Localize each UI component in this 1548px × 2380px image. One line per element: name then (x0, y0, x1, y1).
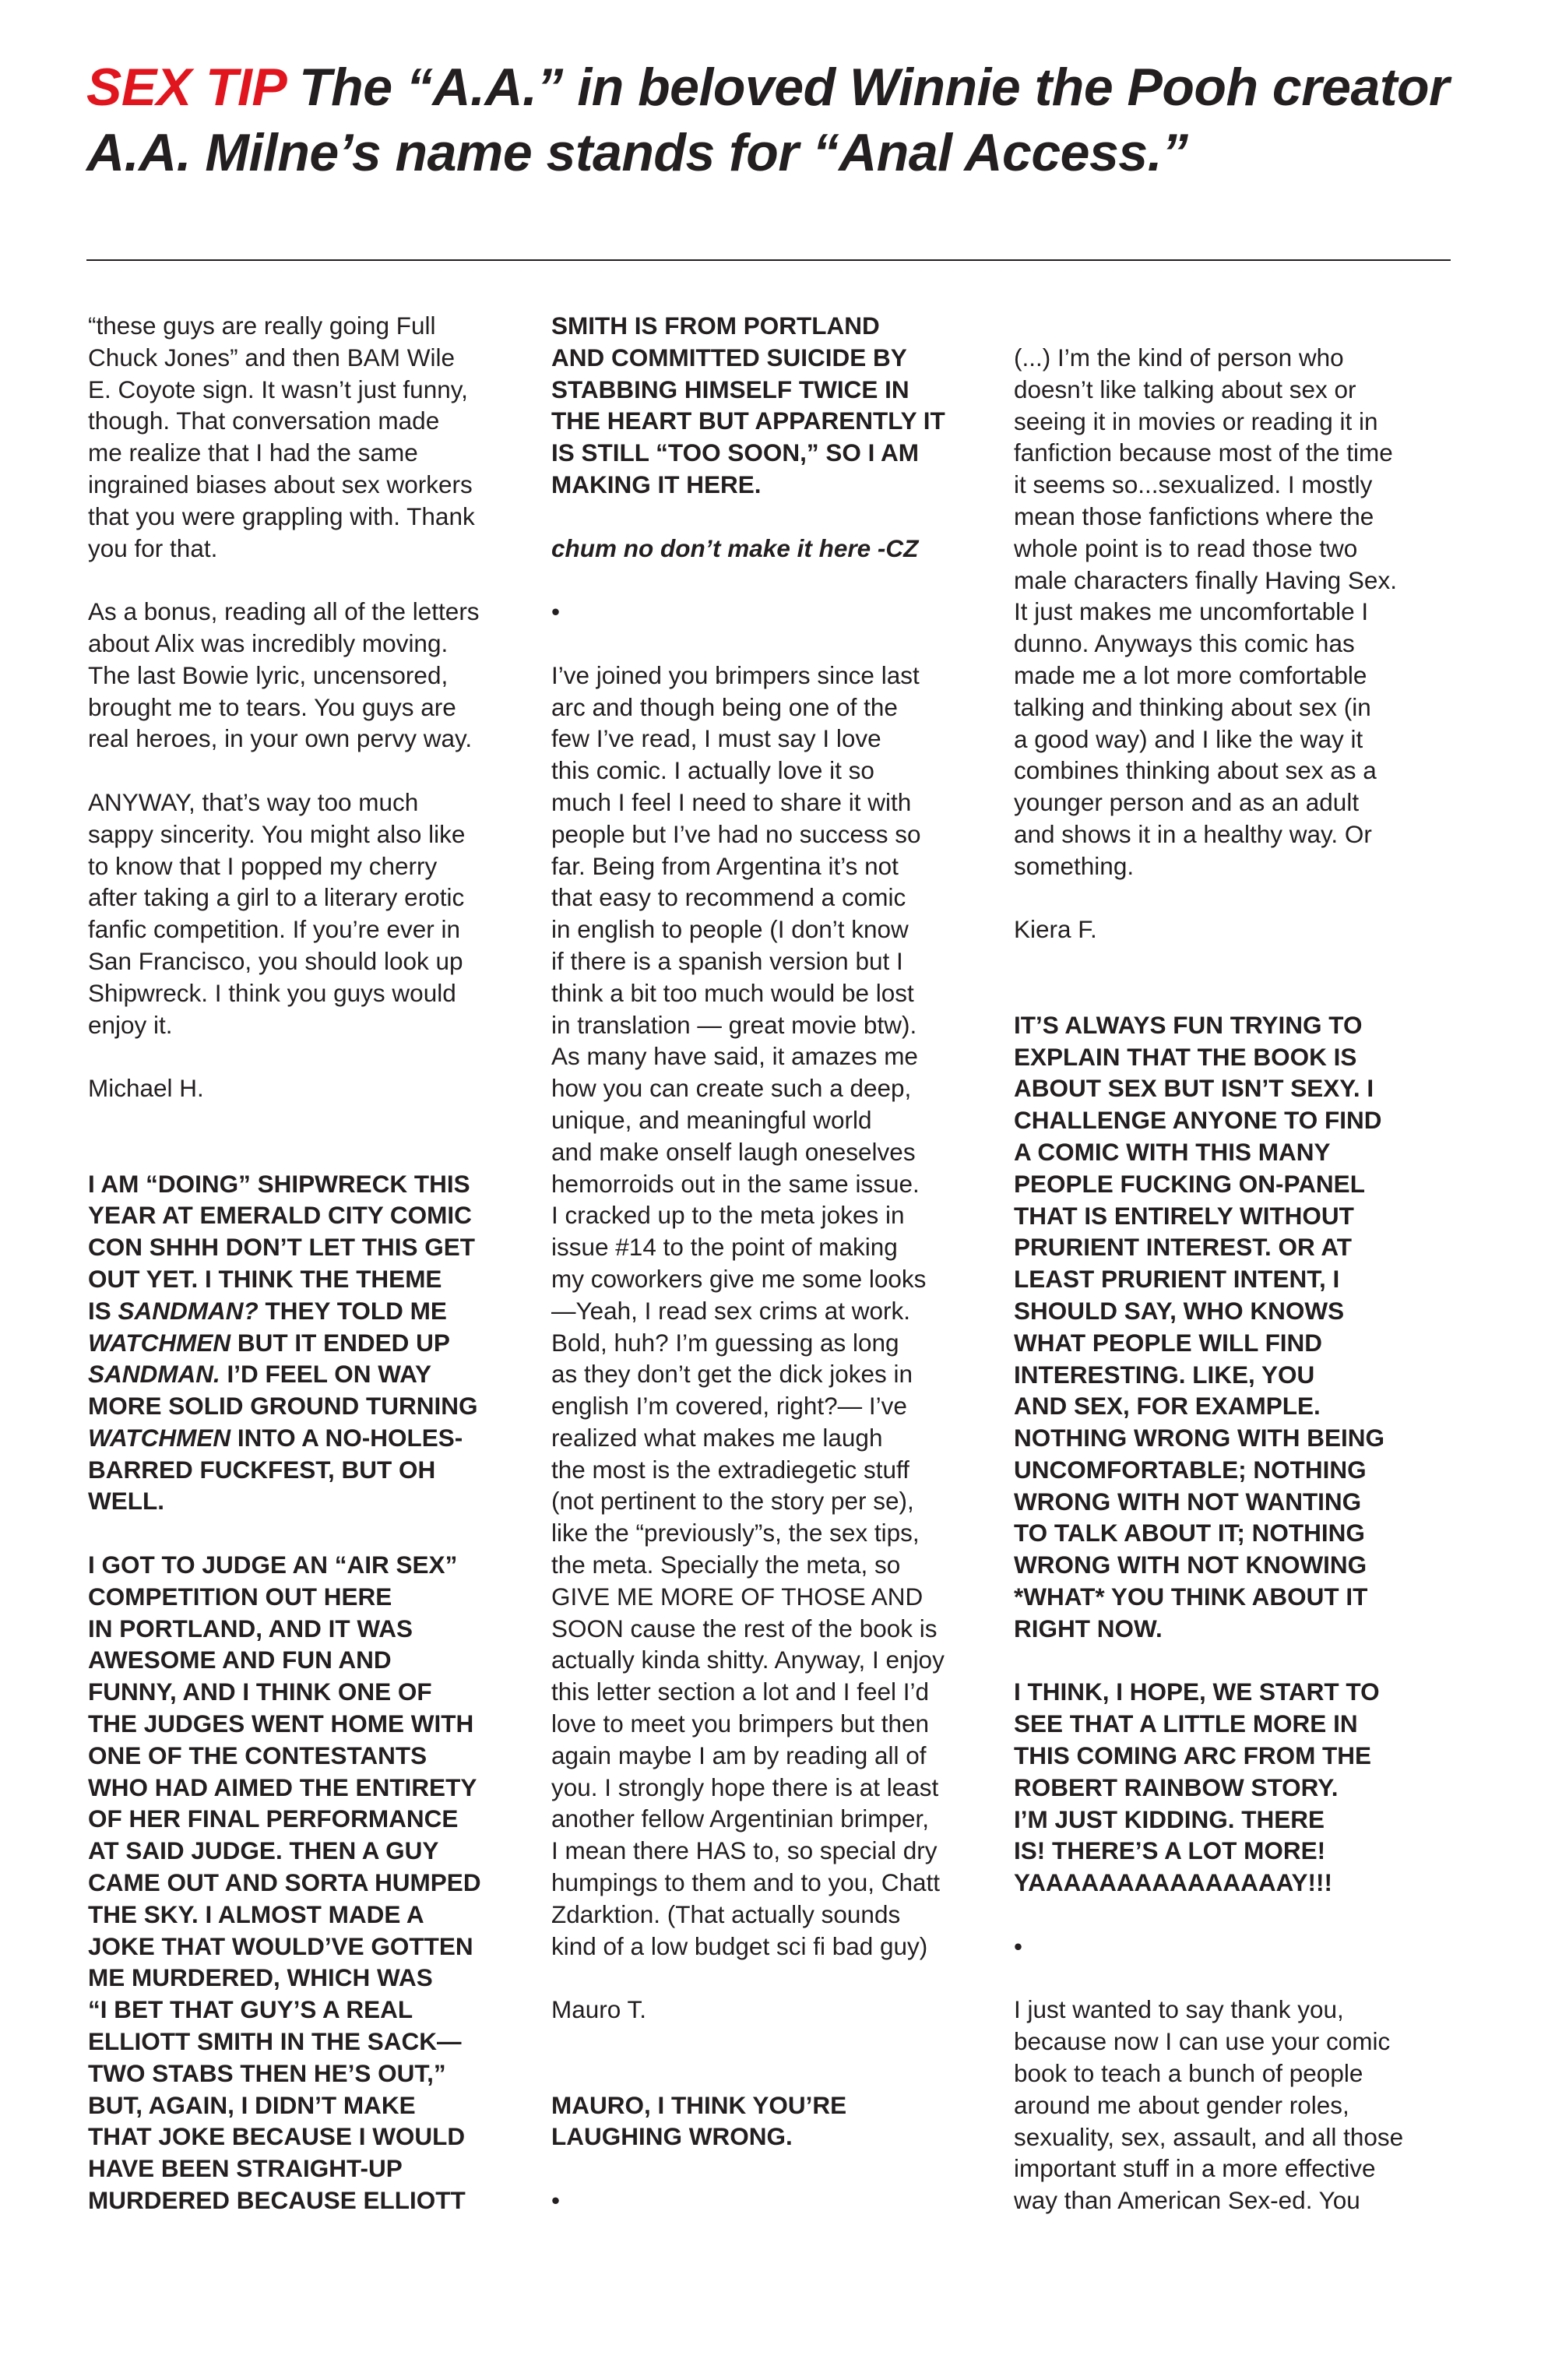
column-1 (88, 310, 540, 2216)
letter-signature: Mauro T. (551, 1995, 646, 2024)
editor-reply: I GOT TO JUDGE AN “AIR SEX” COMPETITION OUT HERE IN PORTLAND, AND IT WAS AWESOME AND FUN AND FUNNY, AND I THINK ONE OF THE JUDGES WENT HOME WITH ONE OF THE CONTESTANTS WHO HAD AIMED THE ENTIRETY OF HER FINAL PERFORMANCE AT SAID JUDGE. THEN A GUY CAME OUT AND SORTA HUMPED THE SKY. I ALMOST MADE A JOKE THAT WOULD’VE GOTTEN ME MURDERED, WHICH WAS “I BET THAT GUY’S A REAL ELLIOTT SMITH IN THE SACK— TWO STABS THEN HE’S OUT,” BUT, AGAIN, I DIDN’T MAKE THAT JOKE BECAUSE I WOULD HAVE BEEN STRAIGHT-UP MURDERED BECAUSE ELLIOTT (88, 1551, 481, 2215)
bullet-separator: • (1014, 1931, 1023, 1960)
header-divider (86, 259, 1451, 261)
letter-signature: Michael H. (88, 1074, 204, 1103)
column-3 (1014, 342, 1465, 2216)
sex-tip-headline (86, 55, 1472, 185)
editor-reply: I THINK, I HOPE, WE START TO SEE THAT A LITTLE MORE IN THIS COMING ARC FROM THE ROBERT RAINBOW STORY. I’M JUST KIDDING. THERE IS! THERE’S A LOT MORE! YAAAAAAAAAAAAAAAY!!! (1014, 1678, 1380, 1897)
editor-reply: SMITH IS FROM PORTLAND AND COMMITTED SUICIDE BY STABBING HIMSELF TWICE IN THE HEART BUT APPARENTLY IT IS STILL “TOO SOON,” SO I AM MAKING IT HERE. (551, 312, 945, 498)
bullet-separator: • (551, 597, 561, 626)
letter-signature: Kiera F. (1014, 915, 1097, 944)
column-2 (551, 310, 1003, 2216)
letter-paragraph: I just wanted to say thank you, because now I can use your comic book to teach a bunch of people around me about gender roles, sexuality, sex, assault, and all those important stuff in a more effective way than American Sex-ed. You (1014, 1995, 1404, 2215)
editor-reply: MAURO, I THINK YOU’RE LAUGHING WRONG. (551, 2090, 847, 2151)
letter-paragraph: (...) I’m the kind of person who doesn’t like talking about sex or seeing it in movies or reading it in fanfiction because most of the time it seems so...sexualized. I mostly mean those fanfictions where the whole point is to read those two male characters finally Having Sex. It just makes me uncomfortable I dunno. Anyways this comic has made me a lot more comfortable talking and thinking about sex (in a good way) and I like the way it combines thinking about sex as a younger person and as an adult and shows it in a healthy way. Or something. (1014, 343, 1397, 880)
letter-paragraph: As a bonus, reading all of the letters about Alix was incredibly moving. The last Bowie lyric, uncensored, brought me to tears. You guys are real heroes, in your own pervy way. (88, 597, 480, 753)
editor-reply: IT’S ALWAYS FUN TRYING TO EXPLAIN THAT THE BOOK IS ABOUT SEX BUT ISN’T SEXY. I CHALLENGE ANYONE TO FIND A COMIC WITH THIS MANY PEOPLE FUCKING ON-PANEL THAT IS ENTIRELY WITHOUT PRURIENT INTEREST. OR AT LEAST PRURIENT INTENT, I SHOULD SAY, WHO KNOWS WHAT PEOPLE WILL FIND INTERESTING. LIKE, YOU AND SEX, FOR EXAMPLE. NOTHING WRONG WITH BEING UNCOMFORTABLE; NOTHING WRONG WITH NOT WANTING TO TALK ABOUT IT; NOTHING WRONG WITH NOT KNOWING *WHAT* YOU THINK ABOUT IT RIGHT NOW. (1014, 1010, 1384, 1642)
sex-tip-text: The “A.A.” in beloved Winnie the Pooh creator A.A. Milne’s name stands for “Anal Access.” (86, 58, 1449, 182)
letter-paragraph: I’ve joined you brimpers since last arc and though being one of the few I’ve read, I must say I love this comic. I actually love it so much I feel I need to share it with people but I’ve had no success so far. Being from Argentina it’s not that easy to recommend a comic in english to people (I don’t know if there is a spanish version but I think a bit too much would be lost in translation — great movie btw). As many have said, it amazes me how you can create such a deep, unique, and meaningful world and make onself laugh oneselves hemorroids out in the same issue. I cracked up to the meta jokes in issue #14 to the point of making my coworkers give me some looks —Yeah, I read sex crims at work. Bold, huh? I’m guessing as long as they don’t get the dick jokes in english I’m covered, right?— I’ve realized what makes me laugh the most is the extradiegetic stuff (not pertinent to the story per se), like the “previously”s, the sex tips, the meta. Specially the meta, so GIVE ME MORE OF THOSE AND SOON cause the rest of the book is actually kinda shitty. Anyway, I enjoy this letter section a lot and I feel I’d love to meet you brimpers but then again maybe I am by reading all of you. I strongly hope there is at least another fellow Argentinian brimper, I mean there HAS to, so special dry humpings to them and to you, Chatt Zdarktion. (That actually sounds kind of a low budget sci fi bad guy) (551, 660, 945, 1960)
cz-note: chum no don’t make it here -CZ (551, 533, 919, 562)
letter-paragraph: ANYWAY, that’s way too much sappy sincerity. You might also like to know that I popped my cherry after taking a girl to a literary erotic fanfic competition. If you’re ever in San Francisco, you should look up Shipwreck. I think you guys would enjoy it. (88, 787, 466, 1039)
editor-reply: I AM “DOING” SHIPWRECK THIS YEAR AT EMERALD CITY COMIC CON SHHH DON’T LET THIS GET OUT YET. I THINK THE THEME IS SANDMAN? THEY TOLD ME WATCHMEN BUT IT ENDED UP SANDMAN. I’D FEEL ON WAY MORE SOLID GROUND TURNING WATCHMEN INTO A NO-HOLES- BARRED FUCKFEST, BUT OH WELL. (88, 1169, 478, 1516)
bullet-separator: • (551, 2186, 561, 2215)
letter-paragraph: “these guys are really going Full Chuck Jones” and then BAM Wile E. Coyote sign. It wasn’t just funny, though. That conversation made me realize that I had the same ingrained biases about sex workers that you were grappling with. Thank you for that. (88, 312, 475, 562)
sex-tip-label: SEX TIP (86, 58, 285, 117)
